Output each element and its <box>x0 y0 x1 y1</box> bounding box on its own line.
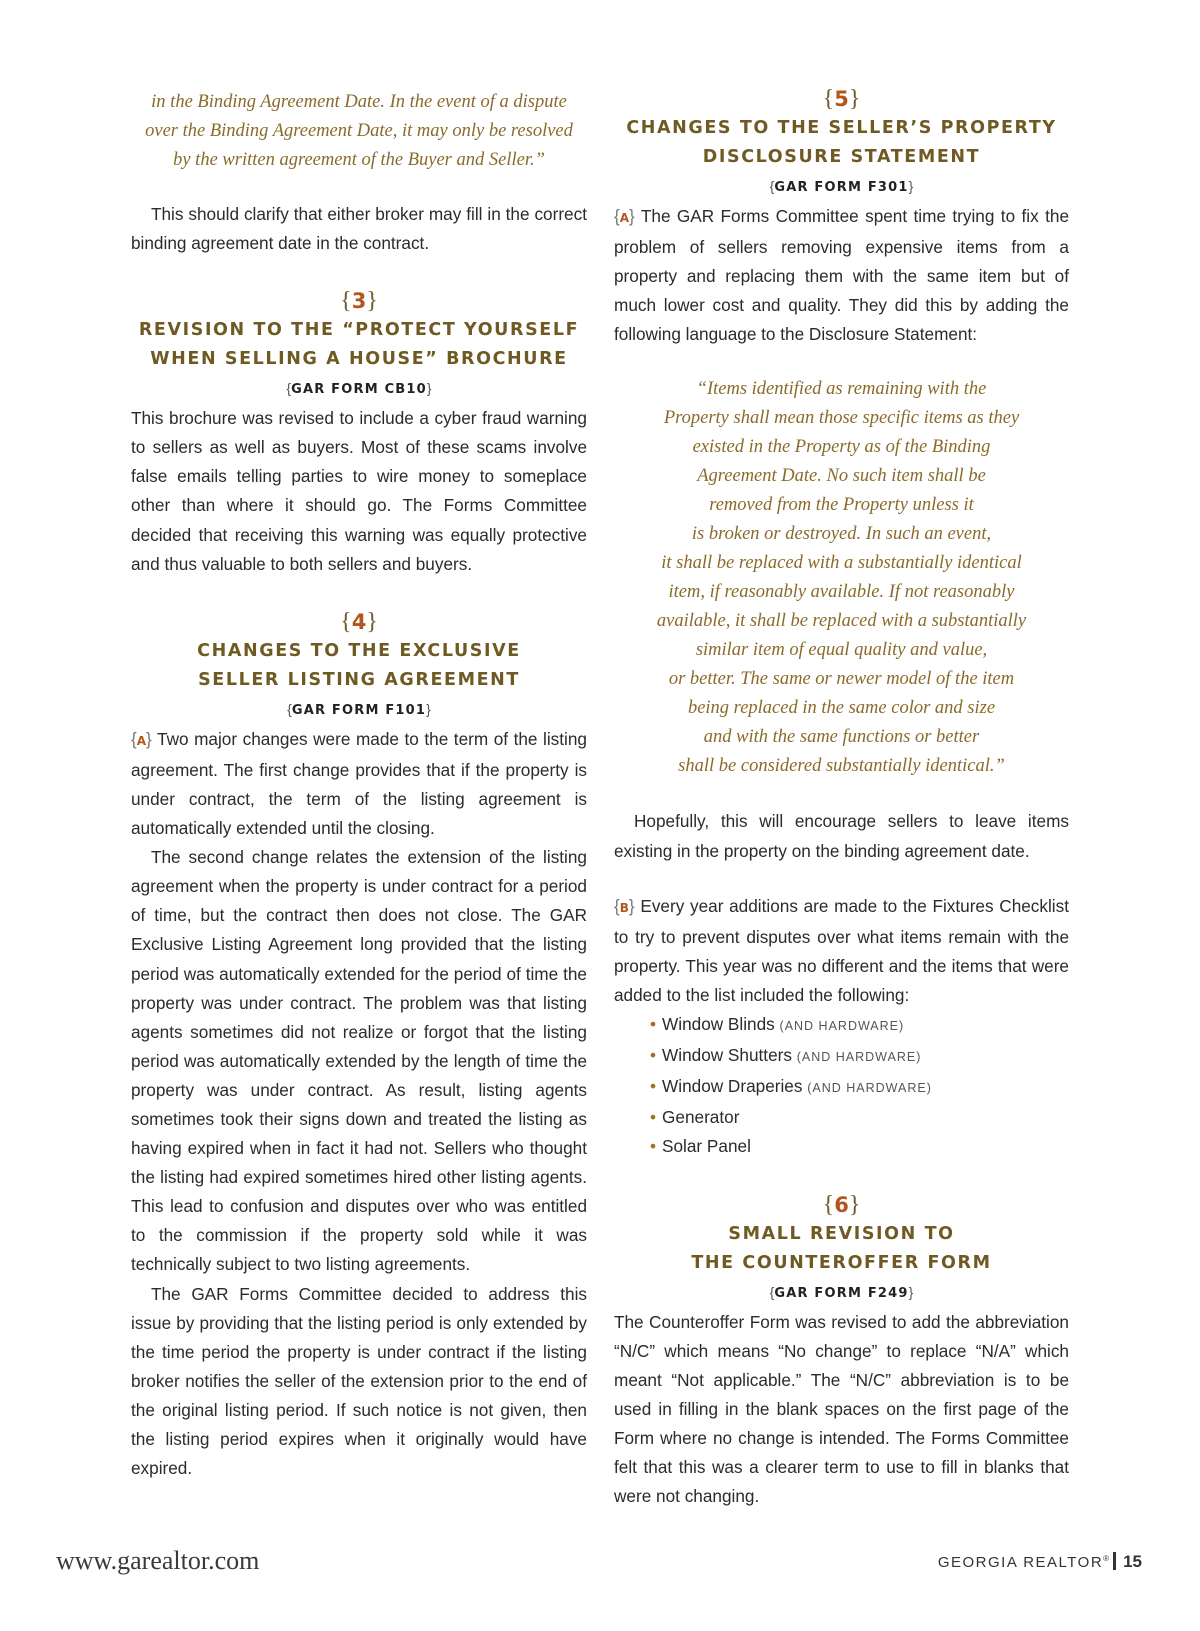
right-column <box>614 84 1069 1511</box>
left-column <box>131 84 587 1483</box>
section-3-header <box>131 286 587 404</box>
section-number: {6} <box>822 1191 861 1218</box>
page-number: 15 <box>1123 1552 1142 1571</box>
footer-divider <box>1113 1552 1116 1570</box>
section-title: REVISION TO THE “PROTECT YOURSELF WHEN SELLING A HOUSE” BROCHURE <box>138 320 580 370</box>
section-6-paragraph: The Counteroffer Form was revised to add the abbreviation “N/C” which means “No change” to replace “N/A” which meant “Not applicable.” The “N/C” abbreviation is to be used in filling in the blank spaces on the first page of the Form where no change is intended. The Forms Committee felt that this was a clearer term to use to fill in blanks that were not changing. <box>614 1311 1069 1507</box>
list-item: • Solar Panel <box>650 1136 751 1157</box>
disclosure-quote: “Items identified as remaining with the Property shall mean those specific items as they existed in the Property as of the Binding Agreement Date. No such item shall be removed from the Property unless it is broken or destroyed. In such an event, it shall be replaced with a substantially identical item, if reasonably available. If not reasonably available, it shall be replaced with a substantially similar item of equal quality and value, or better. The same or newer model of the item being replaced in the same color and size and with the same functions or better shall be considered substantially identical.” <box>656 379 1027 777</box>
section-4-header <box>131 607 587 725</box>
section-number: {3} <box>340 288 378 315</box>
intro-quote <box>131 88 587 175</box>
section-title: SMALL REVISION TO THE COUNTEROFFER FORM <box>691 1223 992 1273</box>
section-4-paragraph-2: The second change relates the extension of the listing agreement when the property is under contract for a period of time, but the contract then does not close. The GAR Exclusive Listing Agreement long provided that the listing period was automatically extended for the period of time the property was under contract. The problem was that listing agents sometimes did not realize or forgot that the listing period was automatically extended by the length of time the property was under contract. As result, listing agents sometimes took their signs down and treated the listing as having expired when in fact it had not. Sellers who thought the listing had expired sometimes hired other listing agents. This lead to confusion and disputes over who was entitled to the commission if the property sold while it was technically subject to two listing agreements. <box>131 847 587 1275</box>
section-number: {4} <box>340 608 378 635</box>
section-number: {5} <box>822 86 861 112</box>
section-title: CHANGES TO THE SELLER’S PROPERTY DISCLOSURE STATEMENT <box>626 118 1057 167</box>
intro-quote-line: over the Binding Agreement Date, it may only be resolved <box>145 121 573 141</box>
intro-paragraph: This should clarify that either broker may fill in the correct binding agreement date in the contract. <box>131 204 587 254</box>
section-form-ref: {GAR FORM F249} <box>769 1283 914 1301</box>
subsection-marker: {A} <box>614 206 635 226</box>
section-4-paragraph-1: {A} Two major changes were made to the term of the listing agreement. The first change provides that if the property is under contract, the term of the listing agreement is automatically extended until the closing. <box>131 728 587 839</box>
section-5-paragraph-a: {A} The GAR Forms Committee spent time trying to fix the problem of sellers removing expensive items from a property and replacing them with the same item but of much lower cost and quality. They did this by adding the following language to the Disclosure Statement: <box>614 206 1069 345</box>
intro-quote-line: in the Binding Agreement Date. In the event of a dispute <box>151 92 567 112</box>
list-item: • Window Blinds (AND HARDWARE) <box>650 1014 905 1035</box>
section-3-paragraph: This brochure was revised to include a cyber fraud warning to sellers as well as buyers. Most of these scams involve false emails telling parties to wire money to someplace other than where it should go. The Forms Committee decided that receiving this warning was equally protective and thus valuable to both sellers and buyers. <box>131 408 587 574</box>
section-form-ref: {GAR FORM F301} <box>769 178 914 195</box>
list-item: • Generator <box>650 1107 740 1128</box>
footer-website: www.garealtor.com <box>56 1546 260 1575</box>
fixtures-list <box>614 1010 1069 1161</box>
section-6-header <box>614 1190 1069 1308</box>
intro-quote-line: by the written agreement of the Buyer and Seller.” <box>173 150 545 170</box>
list-item: • Window Draperies (AND HARDWARE) <box>650 1076 932 1097</box>
section-form-ref: {GAR FORM F101} <box>287 700 431 718</box>
section-5-paragraph-after-quote: Hopefully, this will encourage sellers to leave items existing in the property on the binding agreement date. <box>614 811 1069 861</box>
section-title: CHANGES TO THE EXCLUSIVE SELLER LISTING AGREEMENT <box>197 640 521 690</box>
subsection-marker: {B} <box>614 895 635 916</box>
section-form-ref: {GAR FORM CB10} <box>286 380 432 398</box>
subsection-marker: {A} <box>131 728 152 749</box>
magazine-name: GEORGIA REALTOR <box>937 1554 1104 1571</box>
section-4-paragraph-3: The GAR Forms Committee decided to address this issue by providing that the listing period is only extended by the time period the property is under contract if the listing broker notifies the seller of the extension prior to the end of the original listing period. If such notice is not given, then the listing period expires when it originally would have expired. <box>131 1283 587 1479</box>
section-5-header <box>614 84 1069 202</box>
footer-page-info: GEORGIA REALTOR® 15 <box>937 1552 1142 1571</box>
list-item: • Window Shutters (AND HARDWARE) <box>650 1045 922 1066</box>
section-5-paragraph-b: {B} Every year additions are made to the Fixtures Checklist to try to prevent disputes over what items remain with the property. This year was no different and the items that were added to the list included the following: <box>614 895 1069 1005</box>
